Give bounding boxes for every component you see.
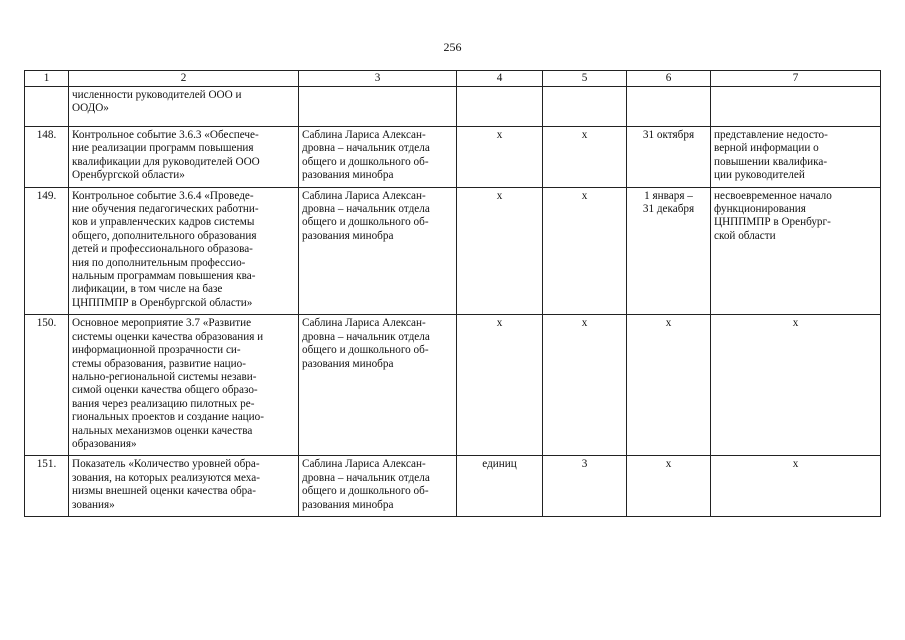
row-number (25, 87, 69, 127)
column-header-3: 3 (299, 71, 457, 87)
table-row (25, 87, 881, 127)
deadline-cell: 1 января – 31 декабря (627, 187, 711, 315)
unit-cell: х (457, 127, 543, 188)
value-cell: х (543, 127, 627, 188)
value-cell: 3 (543, 456, 627, 517)
unit-cell (457, 87, 543, 127)
event-name: Основное мероприятие 3.7 «Развитие системы оценки качества образования и информационной прозрачности си- стемы образования, развитие нацио- нально-региональной системы незави- симой оценки качества общего образо- вания через реализацию пилотных ре- гиональных проектов и создание нацио- нальных механизмов оценки качества образования» (69, 315, 299, 456)
responsible-person: Саблина Лариса Алексан- дровна – начальник отдела общего и дошкольного об- разования минобра (299, 187, 457, 315)
deadline-cell: х (627, 456, 711, 517)
responsible-person (299, 87, 457, 127)
column-header-6: 6 (627, 71, 711, 87)
responsible-person: Саблина Лариса Алексан- дровна – начальник отдела общего и дошкольного об- разования минобра (299, 127, 457, 188)
unit-cell: х (457, 315, 543, 456)
responsible-person: Саблина Лариса Алексан- дровна – начальник отдела общего и дошкольного об- разования минобра (299, 456, 457, 517)
column-header-4: 4 (457, 71, 543, 87)
column-header-7: 7 (711, 71, 881, 87)
unit-cell: х (457, 187, 543, 315)
value-cell: х (543, 315, 627, 456)
row-number: 148. (25, 127, 69, 188)
event-name: Контрольное событие 3.6.3 «Обеспече- ние реализации программ повышения квалификации для руководителей ООО Оренбургской области» (69, 127, 299, 188)
event-name: Показатель «Количество уровней обра- зования, на которых реализуются меха- низмы внешней оценки качества обра- зования» (69, 456, 299, 517)
unit-cell: единиц (457, 456, 543, 517)
risk-cell: представление недосто- верной информации о повышении квалифика- ции руководителей (711, 127, 881, 188)
row-number: 149. (25, 187, 69, 315)
event-name: Контрольное событие 3.6.4 «Проведе- ние обучения педагогических работни- ков и управленческих кадров системы общего, дополнительного образования детей и профессионального образова- ния по дополнительным профессио- нальным программам повышения ква- лификации, в том числе на базе ЦНППМПР в Оренбургской области» (69, 187, 299, 315)
table-row (25, 315, 881, 456)
deadline-cell: 31 октября (627, 127, 711, 188)
plan-table (24, 70, 881, 517)
deadline-cell (627, 87, 711, 127)
table-row (25, 127, 881, 188)
deadline-cell: х (627, 315, 711, 456)
risk-cell: х (711, 315, 881, 456)
value-cell: х (543, 187, 627, 315)
header-row (25, 71, 881, 87)
page-number: 256 (443, 40, 462, 54)
risk-cell (711, 87, 881, 127)
column-header-5: 5 (543, 71, 627, 87)
column-header-2: 2 (69, 71, 299, 87)
row-number: 151. (25, 456, 69, 517)
table-row (25, 456, 881, 517)
value-cell (543, 87, 627, 127)
event-name: численности руководителей ООО и ООДО» (69, 87, 299, 127)
risk-cell: х (711, 456, 881, 517)
responsible-person: Саблина Лариса Алексан- дровна – начальник отдела общего и дошкольного об- разования минобра (299, 315, 457, 456)
table-row (25, 187, 881, 315)
risk-cell: несвоевременное начало функционирования ЦНППМПР в Оренбург- ской области (711, 187, 881, 315)
row-number: 150. (25, 315, 69, 456)
column-header-1: 1 (25, 71, 69, 87)
